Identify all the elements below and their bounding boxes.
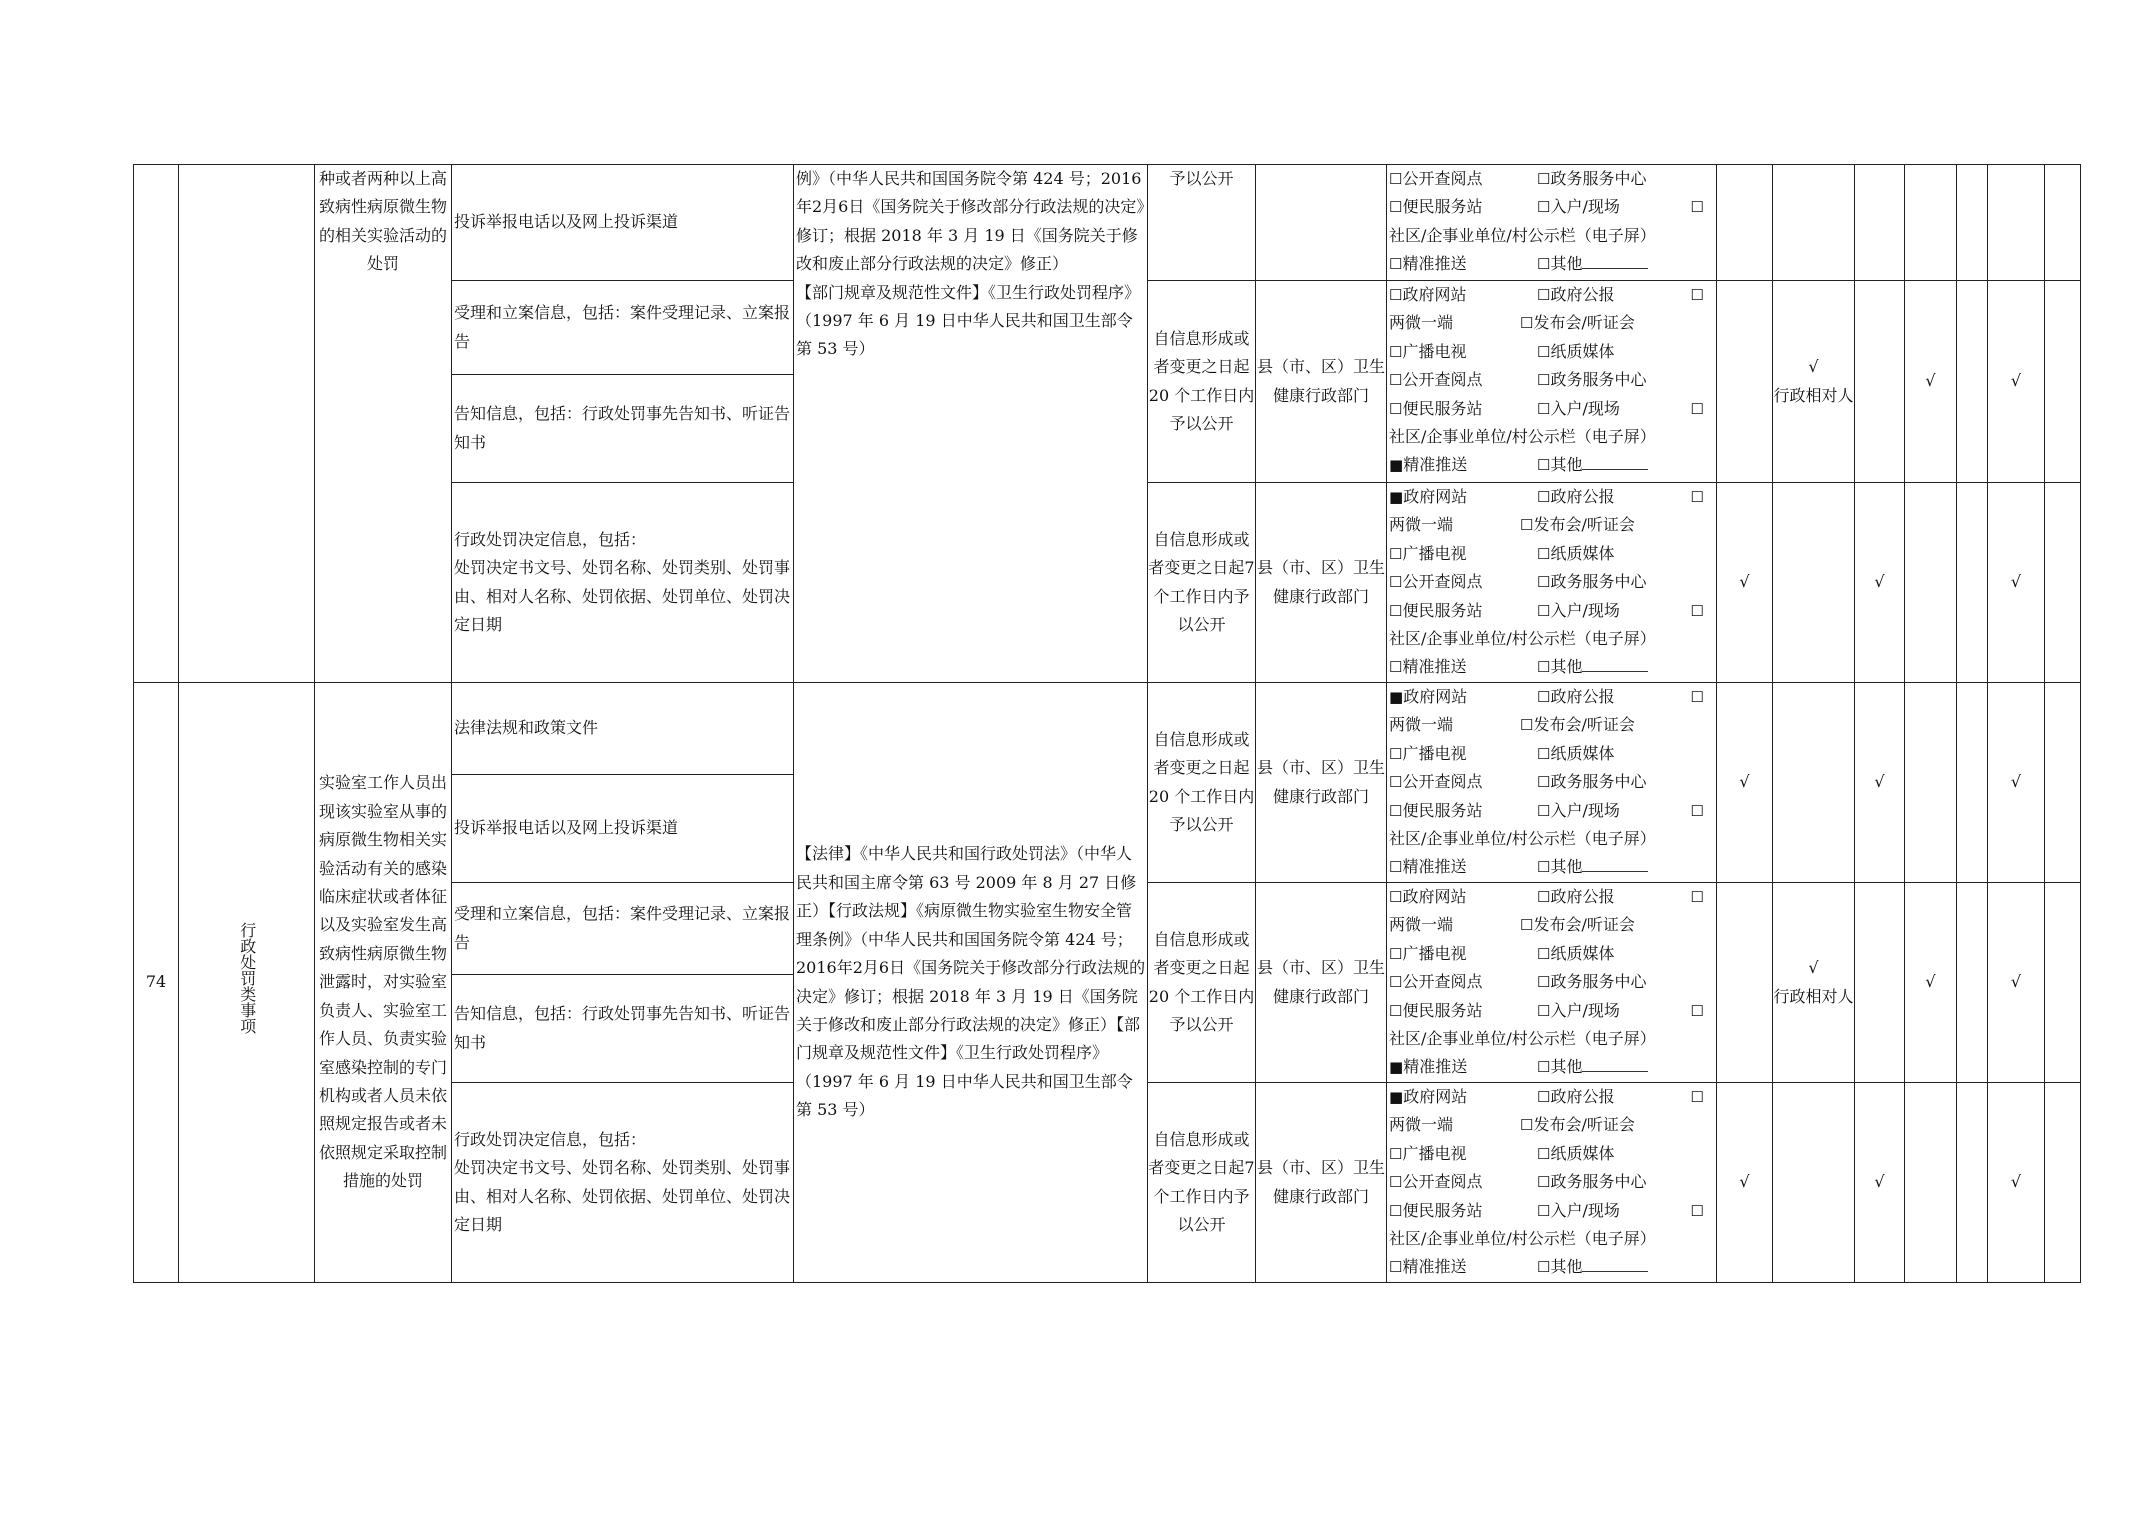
content-text: 处罚决定书文号、处罚名称、处罚类别、处罚事由、相对人名称、处罚依据、处罚单位、处罚决定日期 (454, 1158, 791, 1234)
channel-label: 精准推送 (1403, 1057, 1468, 1077)
channel-label: 社区/企事业单位/村公示栏（电子屏） (1389, 828, 1656, 848)
mark-cell (2045, 683, 2081, 883)
channel-label: 政府公报 (1550, 487, 1615, 506)
checkbox-icon: ☐ (1537, 888, 1551, 906)
channel-label: 精准推送 (1402, 657, 1467, 677)
checkbox-icon: ■ (1389, 456, 1404, 475)
content-text: 告知信息，包括：行政处罚事先告知书、听证告知书 (454, 1004, 791, 1052)
channel-label: 其他 (1550, 455, 1583, 475)
channel-cell (1387, 1083, 1717, 1283)
check-mark: √ (2010, 572, 2022, 592)
checkbox-icon: ☐ (1389, 1173, 1403, 1192)
subject-text: 种或者两种以上高致病性病原微生物的相关实验活动的处罚 (318, 169, 447, 274)
checkbox-icon: ☐ (1537, 1201, 1551, 1220)
target-cell (1773, 883, 1855, 1083)
checkbox-icon: ☐ (1520, 716, 1534, 735)
mark-cell (1988, 1083, 2045, 1283)
mark-cell (1717, 883, 1773, 1083)
channel-label: 纸质媒体 (1550, 1143, 1615, 1163)
dept-cell (1256, 883, 1387, 1083)
mark-cell (1905, 883, 1957, 1083)
checkbox-icon: ☐ (1537, 944, 1551, 963)
checkbox-icon: ☐ (1537, 773, 1551, 792)
checkbox-icon: ☐ (1537, 858, 1551, 877)
channel-label: 入户/现场 (1550, 1000, 1620, 1020)
channel-label: 公开查阅点 (1402, 572, 1483, 592)
checkbox-icon: ☐ (1389, 744, 1403, 763)
channel-label: 两微一端 (1389, 313, 1454, 333)
time-text: 自信息形成或者变更之日起20 个工作日内予以公开 (1148, 328, 1255, 433)
checkbox-icon: ☐ (1690, 286, 1704, 304)
content-title: 行政处罚决定信息，包括： (454, 529, 647, 549)
mark-cell (2045, 1083, 2081, 1283)
checkbox-icon: ☐ (1389, 573, 1403, 592)
channel-label: 公开查阅点 (1402, 972, 1483, 992)
channel-label: 便民服务站 (1402, 1000, 1483, 1020)
check-mark: √ (1874, 572, 1885, 592)
mark-cell (1905, 1083, 1957, 1283)
channel-label: 纸质媒体 (1550, 543, 1615, 563)
time-text: 自信息形成或者变更之日起7 个工作日内予以公开 (1148, 529, 1255, 634)
content-text: 受理和立案信息，包括：案件受理记录、立案报告 (454, 904, 791, 952)
blank-line (1582, 657, 1648, 672)
checkbox-icon: ☐ (1389, 286, 1403, 304)
checkbox-icon: ☐ (1520, 916, 1534, 935)
content-cell (452, 165, 794, 281)
time-cell (1148, 1083, 1256, 1283)
checkbox-icon: ☐ (1690, 601, 1704, 620)
mark-cell (1988, 683, 2045, 883)
mark-cell (1957, 1083, 1988, 1283)
basis-text: 【法律】《中华人民共和国行政处罚法》（中华人民共和国主席令第 63 号 2009 年 8 月 27 日修正）【行政法规】《病原微生物实验室生物安全管理条例》（中华人民共和国国务院令第 424 号；2016年2月6日《国务院关于修改部分行政法规的决定》修订；根据 2018 年 3 月 19 日《国务院关于修改和废止部分行政法规的决定》修正）【部门规章及规范性文件】《卫生行政处罚程序》（1997 年 6 月 19 日中华人民共和国卫生部令第 53 号） (796, 844, 1146, 1120)
mark-cell (1957, 683, 1988, 883)
dept-cell (1256, 683, 1387, 883)
dept-text: 县（市、区）卫生健康行政部门 (1256, 1158, 1385, 1206)
channel-label: 公开查阅点 (1402, 772, 1483, 792)
dept-cell (1256, 281, 1387, 483)
mark-cell (1855, 883, 1905, 1083)
checkbox-icon: ☐ (1389, 944, 1403, 963)
channel-label: 便民服务站 (1402, 398, 1483, 418)
channel-label: 政府网站 (1402, 887, 1467, 906)
checkbox-icon: ☐ (1690, 688, 1704, 706)
channel-label: 入户/现场 (1550, 800, 1620, 820)
basis-text: 【部门规章及规范性文件】《卫生行政处罚程序》（1997 年 6 月 19 日中华人民共和国卫生部令第 53 号） (796, 282, 1141, 359)
time-cell (1148, 883, 1256, 1083)
channel-label: 入户/现场 (1550, 600, 1620, 620)
channel-label: 两微一端 (1389, 1115, 1454, 1135)
checkbox-icon: ☐ (1389, 1201, 1403, 1220)
checkbox-icon: ☐ (1537, 456, 1551, 475)
channel-label: 广播电视 (1402, 943, 1467, 963)
channel-label: 政府公报 (1550, 285, 1615, 304)
checkbox-icon: ■ (1389, 1058, 1404, 1077)
dept-text: 县（市、区）卫生健康行政部门 (1256, 357, 1385, 405)
checkbox-icon: ☐ (1520, 516, 1534, 535)
content-cell (452, 483, 794, 683)
channel-label: 发布会/听证会 (1533, 313, 1635, 333)
checkbox-icon: ☐ (1537, 601, 1551, 620)
checkbox-icon: ☐ (1537, 1001, 1551, 1020)
basis-cell (794, 683, 1148, 1283)
checkbox-icon: ☐ (1389, 1144, 1403, 1163)
content-cell (452, 1083, 794, 1283)
checkbox-icon: ☐ (1690, 198, 1704, 217)
channel-label: 政府网站 (1403, 487, 1468, 506)
checkbox-icon: ☐ (1690, 1088, 1704, 1106)
checkbox-icon: ☐ (1690, 1201, 1704, 1220)
checkbox-icon: ☐ (1537, 973, 1551, 992)
checkbox-icon: ☐ (1389, 1258, 1403, 1277)
channel-label: 其他 (1550, 657, 1583, 677)
disclosure-table (133, 164, 2081, 1283)
time-text: 自信息形成或者变更之日起20 个工作日内予以公开 (1148, 729, 1255, 834)
channel-label: 两微一端 (1389, 715, 1454, 735)
channel-label: 便民服务站 (1402, 197, 1483, 217)
checkbox-icon: ☐ (1389, 198, 1403, 217)
check-mark: √ (1739, 772, 1750, 792)
channel-label: 政府公报 (1550, 887, 1615, 906)
checkbox-icon: ☐ (1537, 198, 1551, 217)
checkbox-icon: ☐ (1690, 399, 1704, 418)
mark-cell (1855, 683, 1905, 883)
checkbox-icon: ☐ (1690, 801, 1704, 820)
checkbox-icon: ☐ (1389, 371, 1403, 390)
checkbox-icon: ☐ (1537, 688, 1551, 706)
mark-cell (1773, 683, 1855, 883)
content-cell (452, 883, 794, 975)
channel-label: 政务服务中心 (1550, 772, 1647, 792)
checkbox-icon: ☐ (1520, 314, 1534, 333)
mark-cell (1905, 683, 1957, 883)
checkbox-icon: ☐ (1537, 1173, 1551, 1192)
channel-label: 公开查阅点 (1402, 370, 1483, 390)
mark-cell (1957, 883, 1988, 1083)
checkbox-icon: ☐ (1389, 601, 1403, 620)
channel-label: 便民服务站 (1402, 600, 1483, 620)
checkbox-icon: ☐ (1389, 399, 1403, 418)
channel-label: 政务服务中心 (1550, 572, 1647, 592)
channel-label: 政府公报 (1550, 1087, 1615, 1106)
time-text: 自信息形成或者变更之日起7 个工作日内予以公开 (1148, 1129, 1255, 1234)
row-number: 74 (145, 972, 167, 992)
checkbox-icon: ☐ (1690, 888, 1704, 906)
check-mark: √ (1874, 1172, 1885, 1192)
basis-text: 例》（中华人民共和国国务院令第 424 号；2016年2月6日《国务院关于修改部分行政法规的决定》修订；根据 2018 年 3 月 19 日《国务院关于修改和废止部分行政法规的决定》修正） (796, 169, 1145, 274)
checkbox-icon: ☐ (1537, 371, 1551, 390)
checkbox-icon: ☐ (1389, 658, 1403, 677)
checkbox-icon: ☐ (1537, 658, 1551, 677)
mark-cell (1957, 483, 1988, 683)
content-cell (452, 975, 794, 1083)
content-text: 投诉举报电话以及网上投诉渠道 (454, 212, 679, 232)
checkbox-icon: ☐ (1537, 1088, 1551, 1106)
channel-label: 发布会/听证会 (1533, 915, 1635, 935)
channel-cell (1387, 483, 1717, 683)
channel-label: 广播电视 (1402, 341, 1467, 361)
checkbox-icon: ☐ (1537, 488, 1551, 506)
channel-label: 其他 (1550, 1057, 1583, 1077)
mark-cell (2045, 165, 2081, 281)
channel-label: 社区/企事业单位/村公示栏（电子屏） (1389, 628, 1656, 648)
channel-label: 社区/企事业单位/村公示栏（电子屏） (1389, 1028, 1656, 1048)
checkbox-icon: ☐ (1389, 255, 1403, 274)
category-text: 行政处罚类事项 (237, 921, 257, 1034)
mark-cell (1905, 165, 1957, 281)
dept-cell (1256, 483, 1387, 683)
channel-label: 广播电视 (1402, 743, 1467, 763)
mark-cell (2045, 483, 2081, 683)
mark-cell (1957, 165, 1988, 281)
content-cell (452, 775, 794, 883)
mark-cell (1855, 483, 1905, 683)
mark-cell (1988, 483, 2045, 683)
checkbox-icon: ☐ (1389, 342, 1403, 361)
channel-cell (1387, 683, 1717, 883)
channel-label: 纸质媒体 (1550, 943, 1615, 963)
channel-label: 纸质媒体 (1550, 743, 1615, 763)
blank-line (1582, 254, 1648, 269)
content-cell (452, 375, 794, 483)
channel-label: 发布会/听证会 (1533, 515, 1635, 535)
target-label: 行政相对人 (1773, 385, 1854, 405)
mark-cell (1855, 281, 1905, 483)
check-mark: √ (1808, 357, 1819, 377)
mark-cell (1773, 165, 1855, 281)
check-mark: √ (1925, 972, 1936, 992)
checkbox-icon: ☐ (1690, 1001, 1704, 1020)
content-text: 受理和立案信息，包括：案件受理记录、立案报告 (454, 303, 791, 351)
subject-cell (315, 165, 452, 683)
channel-label: 其他 (1550, 254, 1583, 274)
mark-cell (1773, 483, 1855, 683)
checkbox-icon: ☐ (1537, 342, 1551, 361)
checkbox-icon: ☐ (1690, 488, 1704, 506)
channel-label: 广播电视 (1402, 543, 1467, 563)
category-cell (179, 165, 315, 683)
checkbox-icon: ☐ (1537, 170, 1551, 188)
content-text: 法律法规和政策文件 (454, 718, 599, 738)
channel-label: 广播电视 (1402, 1143, 1467, 1163)
checkbox-icon: ☐ (1537, 1058, 1551, 1077)
blank-line (1582, 1257, 1648, 1272)
check-mark: √ (2010, 972, 2022, 992)
channel-label: 纸质媒体 (1550, 341, 1615, 361)
time-cell (1148, 683, 1256, 883)
check-mark: √ (1808, 958, 1819, 978)
mark-cell (1988, 883, 2045, 1083)
check-mark: √ (1739, 572, 1750, 592)
dept-cell (1256, 1083, 1387, 1283)
time-text: 自信息形成或者变更之日起20 个工作日内予以公开 (1148, 929, 1255, 1034)
basis-cell (794, 165, 1148, 683)
channel-label: 其他 (1550, 1257, 1583, 1277)
channel-label: 公开查阅点 (1402, 1172, 1483, 1192)
checkbox-icon: ☐ (1537, 286, 1551, 304)
checkbox-icon: ☐ (1537, 1144, 1551, 1163)
channel-label: 入户/现场 (1550, 1200, 1620, 1220)
subject-text: 实验室工作人员出现该实验室从事的病原微生物相关实验活动有关的感染临床症状或者体征以及实验室发生高致病性病原微生物泄露时，对实验室负责人、实验室工作人员、负责实验室感染控制的专门机构或者人员未依照规定报告或者未依照规定采取控制措施的处罚 (318, 773, 447, 1191)
checkbox-icon: ☐ (1389, 801, 1403, 820)
channel-cell (1387, 165, 1717, 281)
channel-label: 政务服务中心 (1550, 370, 1647, 390)
channel-label: 发布会/听证会 (1533, 715, 1635, 735)
channel-label: 公开查阅点 (1402, 169, 1483, 188)
channel-cell (1387, 883, 1717, 1083)
mark-cell (1905, 483, 1957, 683)
mark-cell (1905, 281, 1957, 483)
mark-cell (1717, 683, 1773, 883)
mark-cell (1717, 165, 1773, 281)
check-mark: √ (1874, 772, 1885, 792)
channel-label: 便民服务站 (1402, 800, 1483, 820)
dept-text: 县（市、区）卫生健康行政部门 (1256, 558, 1385, 606)
row-number-cell (134, 165, 179, 683)
checkbox-icon: ☐ (1537, 573, 1551, 592)
checkbox-icon: ☐ (1537, 1258, 1551, 1277)
checkbox-icon: ☐ (1520, 1116, 1534, 1135)
content-text: 处罚决定书文号、处罚名称、处罚类别、处罚事由、相对人名称、处罚依据、处罚单位、处罚决定日期 (454, 558, 791, 634)
mark-cell (1773, 1083, 1855, 1283)
mark-cell (2045, 281, 2081, 483)
blank-line (1582, 1057, 1648, 1072)
time-text: 予以公开 (1169, 169, 1234, 188)
check-mark: √ (2010, 371, 2022, 391)
row-number-cell (134, 683, 179, 1283)
channel-label: 两微一端 (1389, 515, 1454, 535)
channel-label: 精准推送 (1402, 1257, 1467, 1277)
check-mark: √ (1739, 1172, 1750, 1192)
channel-label: 社区/企事业单位/村公示栏（电子屏） (1389, 1228, 1656, 1248)
blank-line (1582, 455, 1648, 470)
content-cell (452, 683, 794, 775)
mark-cell (1988, 165, 2045, 281)
dept-text: 县（市、区）卫生健康行政部门 (1256, 758, 1385, 806)
channel-label: 精准推送 (1402, 857, 1467, 877)
checkbox-icon: ☐ (1537, 801, 1551, 820)
content-title: 行政处罚决定信息，包括： (454, 1129, 647, 1149)
check-mark: √ (1925, 371, 1936, 391)
subject-cell (315, 683, 452, 1283)
dept-cell (1256, 165, 1387, 281)
channel-label: 入户/现场 (1550, 197, 1620, 217)
time-cell (1148, 165, 1256, 281)
checkbox-icon: ☐ (1537, 744, 1551, 763)
checkbox-icon: ☐ (1389, 773, 1403, 792)
channel-label: 政府网站 (1403, 1087, 1468, 1106)
mark-cell (2045, 883, 2081, 1083)
checkbox-icon: ☐ (1389, 1001, 1403, 1020)
mark-cell (1717, 281, 1773, 483)
channel-label: 社区/企事业单位/村公示栏（电子屏） (1389, 426, 1656, 446)
checkbox-icon: ☐ (1537, 399, 1551, 418)
content-cell (452, 281, 794, 375)
checkbox-icon: ☐ (1389, 170, 1403, 188)
target-label: 行政相对人 (1773, 986, 1854, 1006)
channel-label: 两微一端 (1389, 915, 1454, 935)
channel-label: 精准推送 (1403, 455, 1468, 475)
channel-label: 社区/企事业单位/村公示栏（电子屏） (1389, 225, 1656, 245)
mark-cell (1855, 1083, 1905, 1283)
time-cell (1148, 483, 1256, 683)
checkbox-icon: ☐ (1389, 544, 1403, 563)
channel-label: 政府网站 (1403, 687, 1468, 706)
channel-label: 发布会/听证会 (1533, 1115, 1635, 1135)
mark-cell (1717, 483, 1773, 683)
check-mark: √ (2010, 772, 2022, 792)
blank-line (1582, 857, 1648, 872)
checkbox-icon: ■ (1389, 1088, 1404, 1106)
channel-label: 政务服务中心 (1550, 972, 1647, 992)
time-cell (1148, 281, 1256, 483)
channel-label: 入户/现场 (1550, 398, 1620, 418)
channel-cell (1387, 281, 1717, 483)
checkbox-icon: ☐ (1389, 858, 1403, 877)
channel-label: 精准推送 (1402, 254, 1467, 274)
channel-label: 政务服务中心 (1550, 1172, 1647, 1192)
dept-text: 县（市、区）卫生健康行政部门 (1256, 958, 1385, 1006)
mark-cell (1717, 1083, 1773, 1283)
channel-label: 政府公报 (1550, 687, 1615, 706)
check-mark: √ (2010, 1172, 2022, 1192)
channel-label: 便民服务站 (1402, 1200, 1483, 1220)
checkbox-icon: ☐ (1537, 255, 1551, 274)
checkbox-icon: ☐ (1389, 973, 1403, 992)
checkbox-icon: ☐ (1389, 888, 1403, 906)
mark-cell (1957, 281, 1988, 483)
mark-cell (1855, 165, 1905, 281)
content-text: 投诉举报电话以及网上投诉渠道 (454, 818, 679, 838)
checkbox-icon: ■ (1389, 688, 1404, 706)
checkbox-icon: ☐ (1537, 544, 1551, 563)
checkbox-icon: ■ (1389, 488, 1404, 506)
channel-label: 政府网站 (1402, 285, 1467, 304)
content-text: 告知信息，包括：行政处罚事先告知书、听证告知书 (454, 404, 791, 452)
category-cell (179, 683, 315, 1283)
target-cell (1773, 281, 1855, 483)
channel-label: 其他 (1550, 857, 1583, 877)
mark-cell (1988, 281, 2045, 483)
channel-label: 政务服务中心 (1550, 169, 1647, 188)
